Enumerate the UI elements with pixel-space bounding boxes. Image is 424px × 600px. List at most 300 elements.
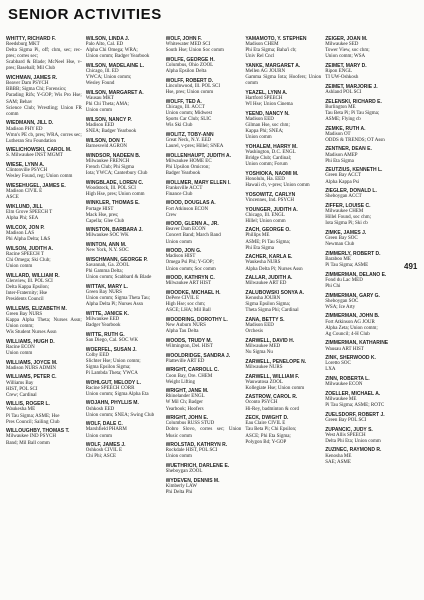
student-entry xyxy=(86,90,162,114)
student-detail-line: Pi Tau Sigma; ASME; Hse xyxy=(6,413,60,419)
student-detail-line: Union comm xyxy=(6,350,33,356)
student-entry xyxy=(86,200,162,224)
student-entry xyxy=(6,225,82,243)
column-2 xyxy=(86,36,162,596)
student-entry xyxy=(325,126,401,144)
student-entry xyxy=(86,421,162,439)
student-detail-line: Sports Car Club; SLIC xyxy=(165,116,212,122)
student-name: ZUELSDORF, ROBERT J. xyxy=(325,411,385,418)
student-name: WOOD, DOUGLAS A. xyxy=(165,200,216,207)
student-detail-line: Milwaukee IND PSYCH xyxy=(6,434,56,440)
student-entry xyxy=(245,394,321,412)
student-detail-line: Union comm xyxy=(85,108,113,114)
student-detail-line: Wesley Found, reg; Union comm xyxy=(6,174,73,180)
student-detail-line: Marshfield PHARM xyxy=(85,427,127,433)
student-entry xyxy=(86,63,162,87)
student-detail-line: Green Bay NURS xyxy=(6,311,43,317)
student-detail-line: Platteville ART ED xyxy=(165,358,205,364)
student-detail-line: Kappa Alpha Theta; Nurses Assn; Union comm; xyxy=(6,317,82,329)
student-detail-line: Barnesveld AGRON xyxy=(85,143,128,149)
student-detail-line: WI Hse; Union Cinema xyxy=(245,102,293,108)
student-detail-line: Wauwatosa ZOOL xyxy=(245,379,283,385)
student-detail-line: Polygon Bd; Y-GOP xyxy=(245,439,287,445)
student-detail-line: Milwaukee ECON xyxy=(325,382,363,388)
student-entry xyxy=(86,400,162,418)
student-detail-line: Madison AMEP xyxy=(325,152,358,158)
student-detail-line: Union comm; Sigma Theta Tau; xyxy=(85,296,150,302)
student-name: WISCHMANN, GEORGE P. xyxy=(85,256,148,263)
student-detail-line: Tower View, soc chm; xyxy=(325,48,370,54)
student-entry xyxy=(245,290,321,314)
student-detail-line: Univ Rel Cncl xyxy=(245,54,275,60)
student-name: WHITTY, RICHARD F. xyxy=(6,36,56,42)
student-name: YEAZEL, LYNN A. xyxy=(245,89,288,96)
student-entry xyxy=(325,272,401,290)
student-name: YOUNGER, JUDITH A. xyxy=(245,206,298,213)
page-title: SENIOR ACTIVITIES xyxy=(8,6,162,23)
student-detail-line: Phi Chi xyxy=(325,283,341,289)
student-name: WOLLMER, MARY ELLEN I. xyxy=(165,179,231,186)
student-detail-line: Alpha Delta Pi; Nurses Assn xyxy=(245,266,303,272)
student-name: ZACHER, KARLA E. xyxy=(245,254,293,261)
student-detail-line: Wis Ski Club xyxy=(165,123,193,128)
student-detail-line: ASME; Pi Tau Sigma; xyxy=(245,239,291,245)
student-name: ZEIMET, MARJORIE J. xyxy=(325,83,378,90)
student-entry xyxy=(86,227,162,239)
student-entry xyxy=(245,227,321,251)
student-detail-line: Newman Club xyxy=(325,242,355,248)
student-name: ZALLAR, JUDITH A. xyxy=(245,275,293,282)
student-name: YAMAMOTO, Y. STEPHEN xyxy=(245,36,307,42)
student-detail-line: Chicago, Ill. ACCT xyxy=(165,104,205,110)
column-4 xyxy=(245,36,321,596)
student-entry xyxy=(166,36,242,54)
student-detail-line: Madison CHEM xyxy=(245,42,279,48)
student-detail-line: DePere CIVIL E xyxy=(165,296,200,302)
student-detail-line: Mellen AG JOURN xyxy=(245,69,286,75)
student-detail-line: Milwaukee ART ED xyxy=(245,281,287,287)
student-entry xyxy=(325,99,401,123)
student-name: ZUPANCIC, JUDY S. xyxy=(325,426,373,433)
student-entry xyxy=(86,257,162,281)
student-name: ZEMKE, RUTH A. xyxy=(325,125,366,132)
student-entry xyxy=(325,36,401,60)
student-name: YANKE, MARGARET A. xyxy=(245,62,301,69)
student-name: ZECK, DWIGHT D. xyxy=(245,415,289,422)
student-entry xyxy=(325,391,401,409)
student-name: ZACH, GEORGE O. xyxy=(245,227,291,234)
student-name: ZELENSKI, RICHARD E. xyxy=(325,98,382,105)
student-detail-line: Williams Bay xyxy=(6,380,34,386)
student-name: WOLITZ, TOBY-ANN xyxy=(165,131,214,138)
student-detail-line: Washington, D.C. ENGL xyxy=(245,149,296,155)
student-entry xyxy=(86,242,162,254)
student-name: ZIMMERMAN, GARY G. xyxy=(325,292,380,299)
student-entry xyxy=(245,275,321,287)
student-detail-line: Oshkosh CIVIL E xyxy=(85,448,122,454)
student-detail-line: Tau Beta Pi; Chi Epsilon; xyxy=(245,427,297,433)
student-entry xyxy=(245,415,321,445)
student-detail-line: Yearbook; Hoofers xyxy=(165,406,204,412)
student-name: ZANA, BETTY S. xyxy=(245,316,285,323)
student-entry xyxy=(6,360,82,372)
student-detail-line: Alpha Chi Omega; WRA; xyxy=(85,48,138,54)
student-name: ZIMMERMAN, KATHARINE xyxy=(325,340,389,347)
student-entry xyxy=(325,427,401,445)
student-detail-line: Finance Club xyxy=(165,191,193,197)
student-detail-line: Fort Atkinson AG JOUR xyxy=(325,319,375,325)
student-name: WOLLENHAUPT, JUDITH A. xyxy=(165,152,231,159)
student-name: ZALUBOWSKI SONYA A. xyxy=(245,290,305,296)
student-name: ZEIGER, JOAN M. xyxy=(325,36,368,42)
student-detail-line: Columbus, Ohio ZOOL xyxy=(165,62,214,68)
student-name: WOOD, KATHRYN C. xyxy=(165,275,215,282)
student-entry xyxy=(86,311,162,329)
student-detail-line: Palo Alto, Cal. ED xyxy=(85,42,124,48)
student-name: WILSON, MADELAINE L. xyxy=(85,62,145,69)
student-detail-line: Kimberly LAW xyxy=(165,483,197,489)
student-name: ZEIMET, MARY D. xyxy=(325,62,367,69)
student-entry xyxy=(6,246,82,270)
student-detail-line: Fond du Lac MED xyxy=(325,277,363,283)
student-entry xyxy=(86,332,162,344)
student-detail-line: Union comm xyxy=(6,263,33,269)
student-entry xyxy=(6,120,82,144)
student-name: WILSON, NANCY P. xyxy=(85,116,132,123)
student-entry xyxy=(245,374,321,392)
student-name: WINDSOR, NADEEN B. xyxy=(85,152,141,159)
student-detail-line: Chicago, Ill. ED xyxy=(85,69,119,75)
student-detail-line: French Club; Phi Sigma xyxy=(85,164,134,170)
student-entry xyxy=(325,251,401,269)
student-detail-line: Sheboygan SOC xyxy=(325,298,359,304)
student-detail-line: Dobro Slovo, corres sec; Union Music comm xyxy=(165,427,242,439)
student-name: WILSON, MARGARET A. xyxy=(85,89,144,96)
student-name: WYDEVEN, DENNIS M. xyxy=(165,477,220,484)
student-name: WINSTON, BARBARA J. xyxy=(85,227,143,234)
student-name: WOLF, JAMES J. xyxy=(85,442,126,449)
student-detail-line: Whitewater MED SCI xyxy=(165,42,211,48)
student-detail-line: Phi Upsilon Omicron; xyxy=(165,164,210,170)
student-detail-line: Great Neck, N.Y. EED xyxy=(165,137,212,143)
student-entry xyxy=(325,230,401,248)
student-name: ZINK, SHERWOOD K. xyxy=(325,355,376,362)
student-detail-line: Woodstock, Ill. POL SCI xyxy=(85,185,136,191)
student-detail-line: West Allis SPEECH xyxy=(325,432,366,438)
column-3 xyxy=(166,36,242,596)
student-entry xyxy=(166,463,242,475)
student-detail-line: HIST, POL SCI xyxy=(6,386,38,392)
student-detail-line: Wis Student Nurses Assn xyxy=(6,330,57,336)
student-detail-line: Alpha Delta Pi; Nurses Assn xyxy=(85,302,144,308)
student-entry xyxy=(166,353,242,365)
student-detail-line: Union comm; Soc comm xyxy=(165,266,216,272)
student-name: WILLIAMS, JOYCE M. xyxy=(6,359,58,366)
student-entry xyxy=(6,306,82,336)
student-detail-line: W Mil Ch; Badger xyxy=(165,400,203,406)
student-name: WOLFF, ROBERT D. xyxy=(165,77,214,84)
student-detail-line: Sheboygan ACCT xyxy=(325,194,362,200)
student-detail-line: Oshkosh EED xyxy=(85,406,115,412)
student-detail-line: Savannah, Ga. ZOOL xyxy=(85,263,130,269)
student-name: WILCOX, JON P. xyxy=(6,224,45,231)
student-detail-line: Wilmington, Del. HIST xyxy=(165,343,213,349)
student-entry xyxy=(166,78,242,96)
student-detail-line: Madison EED xyxy=(85,123,115,128)
student-detail-line: Phi Eta Sigma; Baha'i cb; xyxy=(245,48,297,54)
student-name: WOJAHN, PHYLLIS M. xyxy=(85,400,139,407)
student-detail-line: Madison HIST xyxy=(165,254,196,260)
student-name: ZARWELL, WILLIAM F. xyxy=(245,373,300,380)
student-detail-line: Madison PHY ED xyxy=(6,126,43,132)
student-name: WILSON, LINDA J. xyxy=(85,36,130,42)
student-detail-line: Green Bay SOC xyxy=(325,236,358,242)
student-name: WIELICHOWSKI, CAROL M. xyxy=(6,147,72,154)
student-entry xyxy=(166,248,242,272)
student-detail-line: Lincolnwood, Ill. POL SCI xyxy=(165,83,220,89)
student-entry xyxy=(245,111,321,141)
student-name: ZIMMERLY, ROBERT D. xyxy=(325,250,381,257)
student-name: WOOLDRIDGE, SANDRA J. xyxy=(165,352,231,359)
student-detail-line: Franksville ACCT xyxy=(165,185,203,191)
student-detail-line: SAE; ASME xyxy=(325,459,351,465)
student-detail-line: Union comm; SNEA; Swing Club xyxy=(85,412,155,418)
student-detail-line: Baraboo ME xyxy=(325,256,351,262)
student-entry xyxy=(166,132,242,150)
student-entry xyxy=(6,204,82,222)
student-name: YOHALEM, HARRY M. xyxy=(245,143,298,150)
student-detail-line: Alpha Phi; SEA xyxy=(6,216,39,222)
student-entry xyxy=(86,380,162,398)
student-detail-line: Phi Eta Sigma xyxy=(325,158,354,164)
student-entry xyxy=(86,347,162,377)
student-detail-line: Rhinelander ENGL xyxy=(165,394,205,400)
student-detail-line: Crew xyxy=(165,212,177,218)
student-entry xyxy=(325,340,401,352)
student-detail-line: Reedsburg MKT xyxy=(6,42,40,48)
student-detail-line: New Auburn NURS xyxy=(165,323,206,329)
student-detail-line: Madison LAS xyxy=(6,230,35,236)
student-detail-line: Union comm xyxy=(245,135,272,141)
student-detail-line: Green Bay ACCT xyxy=(325,173,362,179)
student-name: WIEDMANN, JILL D. xyxy=(6,120,54,127)
student-name: WINKLER, THOMAS E. xyxy=(85,200,140,207)
student-detail-line: Ag Council; 4-H Club xyxy=(325,331,370,337)
student-entry xyxy=(166,200,242,218)
student-detail-line: Band; Mil Ball comm xyxy=(6,440,50,446)
student-detail-line: Ashland POL SCI xyxy=(325,89,362,95)
student-name: YEEND, NANCY N. xyxy=(245,110,290,117)
student-entry xyxy=(245,254,321,272)
student-name: ZARWELL, PENELOPE N. xyxy=(245,358,307,365)
student-detail-line: ASCE xyxy=(6,195,19,201)
student-name: ZIEGLER, DONALD L. xyxy=(325,188,377,195)
student-detail-line: ASCE; LHA; Mil Ball xyxy=(165,308,211,314)
student-entry xyxy=(166,221,242,245)
student-entry xyxy=(166,290,242,314)
student-detail-line: Milwaukee NURS xyxy=(245,364,283,370)
student-entry xyxy=(6,374,82,398)
student-entry xyxy=(325,376,401,388)
student-detail-line: TI UW-Oshkosh xyxy=(325,75,359,81)
student-detail-line: Madison EED xyxy=(245,116,274,122)
student-detail-line: San Diego, Cal. SOC WK xyxy=(85,337,138,343)
student-name: WITTAK, MARY L. xyxy=(85,283,128,290)
student-detail-line: Union comm xyxy=(165,454,192,460)
student-name: WOLF, DALE C. xyxy=(85,421,123,428)
student-name: ZEUTZIUS, KENNETH L. xyxy=(325,167,383,174)
student-entry xyxy=(166,338,242,350)
student-entry xyxy=(6,162,82,180)
student-detail-line: Iota Sigma Pi; Ski cb xyxy=(325,221,368,227)
student-detail-line: Hillel Found, soc chm; xyxy=(325,215,372,221)
student-detail-line: Phi Delta Phi xyxy=(165,490,193,496)
student-detail-line: Green Bay POL SCI xyxy=(325,417,367,423)
student-name: WOHLGUT, MELODY L. xyxy=(85,379,141,386)
student-detail-line: Union comm; Forum xyxy=(245,162,288,168)
student-detail-line: Parading Rifs; Y-GOP; Wis Pro Hse; SAM; Behav xyxy=(6,93,82,105)
student-name: ZIMKE, JAMES J. xyxy=(325,229,367,236)
student-entry xyxy=(166,99,242,129)
student-entry xyxy=(245,338,321,356)
student-entry xyxy=(166,388,242,412)
student-detail-line: Alpha Kappa Psi xyxy=(325,179,360,185)
student-entry xyxy=(86,284,162,308)
student-entry xyxy=(166,478,242,496)
student-name: ZUZINEC, RAYMOND R. xyxy=(325,447,382,454)
student-detail-line: Scabbard & Blade; McNeel Hse, v-pres; Baseball; Mil Club xyxy=(6,60,82,72)
student-detail-line: Hawaii cb, v-pres; Union comm xyxy=(245,183,310,189)
student-detail-line: Tau Beta Pi; Pi Tau Sigma; xyxy=(325,110,380,116)
student-name: ZIMMERMAN, DELANO E. xyxy=(325,271,387,278)
student-detail-line: Wausau MKT xyxy=(85,96,114,102)
student-name: WIESE, LYNN A. xyxy=(6,162,45,169)
student-name: WITTE, JANICE K. xyxy=(85,310,129,317)
student-entry xyxy=(86,138,162,150)
student-entry xyxy=(245,207,321,225)
student-detail-line: Kenosha JOURN xyxy=(245,296,281,302)
student-detail-line: Union comm; Midwest xyxy=(165,110,212,116)
student-entry xyxy=(325,355,401,373)
student-entry xyxy=(6,36,82,73)
student-detail-line: Gamma Sigma Iota; Hoofers; Union comm xyxy=(245,75,322,87)
student-detail-line: Oconto PSYCH xyxy=(245,400,278,406)
student-entry xyxy=(166,275,242,287)
student-detail-line: Sigma Epsilon Sigma; xyxy=(245,302,291,308)
student-detail-line: Madison OT xyxy=(325,131,351,137)
student-name: WIKLUND, JILL xyxy=(6,203,43,210)
student-detail-line: Mack Hse, pres; xyxy=(85,212,119,218)
student-detail-line: SNEA; Badger Yearbook xyxy=(85,129,137,135)
student-detail-line: High Hse; soc chm; xyxy=(165,302,206,308)
student-detail-line: Orchesis xyxy=(245,329,263,335)
student-detail-line: Milwaukee ART HIST xyxy=(165,281,212,287)
student-entry xyxy=(245,90,321,108)
student-detail-line: Burlington ME xyxy=(325,104,356,110)
student-entry xyxy=(6,339,82,357)
student-entry xyxy=(245,171,321,189)
student-detail-line: Milwaukee HOME EC xyxy=(165,158,212,164)
student-detail-line: Inter-Fraternity; Hse xyxy=(6,290,48,296)
student-detail-line: High Hse, pres; Union comm xyxy=(85,191,145,197)
student-detail-line: S. Milwaukee INST MGMT xyxy=(6,153,63,159)
student-name: YOSOWITZ, CARLYN xyxy=(245,191,296,198)
student-detail-line: Chi Omega; Ski Club; xyxy=(6,257,51,263)
student-detail-line: Kenosha ME xyxy=(325,453,352,459)
student-entry xyxy=(325,188,401,200)
student-detail-line: Concert Band; March Band xyxy=(165,233,221,239)
student-detail-line: Pi Tau Sigma; ASME xyxy=(325,263,369,269)
student-detail-line: Capella; Glee Club xyxy=(85,218,125,224)
student-detail-line: Rockdale HIST, POL SCI xyxy=(165,448,218,454)
student-detail-line: Phi Eta Sigma xyxy=(245,245,275,251)
student-detail-line: Hartford SPEECH xyxy=(245,96,283,102)
student-detail-line: Laurel, v-pres; Hillel; SNEA xyxy=(165,143,224,149)
student-entry xyxy=(86,36,162,60)
student-entry xyxy=(86,180,162,198)
student-entry xyxy=(86,117,162,135)
student-detail-line: Union comm; Badger Yearbook xyxy=(85,54,150,60)
student-detail-line: Phillips ME xyxy=(245,233,270,239)
student-entry xyxy=(325,167,401,185)
student-detail-line: Beaver Dam PSYCH xyxy=(6,81,49,87)
student-detail-line: ODDS & TRENDS; OT Assn xyxy=(325,137,385,143)
student-detail-line: Union comm xyxy=(165,239,192,245)
student-name: WILLOUGHBY, THOMAS T. xyxy=(6,428,70,435)
student-name: WINGBLADE, LOREN C. xyxy=(85,179,144,186)
student-detail-line: Honolulu, Ha. EED xyxy=(245,176,285,182)
student-detail-line: Omega Psi Phi; Y-GOP; xyxy=(165,260,214,266)
student-detail-line: Union comm; Scabbard & Blade xyxy=(85,275,152,281)
student-detail-line: New York, N.Y. SOC xyxy=(85,248,129,254)
student-detail-line: Pi Tau Sigma; ASME; ROTC xyxy=(325,403,385,409)
student-detail-line: Eau Claire CIVIL E xyxy=(245,421,286,427)
student-detail-line: Union comm xyxy=(85,433,113,439)
student-detail-line: Hse, pres; Union comm xyxy=(165,89,214,95)
student-name: WINTON, ANN M. xyxy=(85,242,127,249)
student-detail-line: LXA xyxy=(325,367,336,373)
student-detail-line: Glenview, Ill. POL SCI xyxy=(6,278,53,284)
student-detail-line: Green Bay NURS xyxy=(85,290,122,295)
student-detail-line: Gilman Hse, soc chm; xyxy=(245,123,290,128)
student-name: YOSHIOKA, NAOMI M. xyxy=(245,170,299,177)
student-detail-line: Milwaukee SOC WK xyxy=(85,233,129,239)
student-name: WOODS, TRUDY M. xyxy=(165,337,212,344)
student-entry xyxy=(245,36,321,60)
student-detail-line: Delta Kappa Epsilon; xyxy=(6,284,50,290)
student-entry xyxy=(245,63,321,87)
student-detail-line: Madison EED xyxy=(245,323,274,329)
student-detail-line: Columbus RUSS STUD xyxy=(165,421,215,427)
student-detail-line: Waukesha NURS xyxy=(245,260,281,266)
student-detail-line: Pi Lambda Theta; YWCA xyxy=(85,370,138,376)
student-detail-line: Racine SPEECH T xyxy=(6,251,44,257)
student-entry xyxy=(325,203,401,227)
student-entry xyxy=(166,57,242,75)
student-detail-line: Loretto SOC xyxy=(325,361,351,367)
student-entry xyxy=(166,415,242,439)
student-detail-line: Milwaukee EED xyxy=(85,316,120,322)
student-entry xyxy=(6,273,82,303)
student-entry xyxy=(6,401,82,425)
student-detail-line: Phi Gamma Delta; xyxy=(85,269,124,275)
student-name: WROLSTAD, KATHRYN R. xyxy=(165,442,228,449)
student-name: ZIFFER, LOUISE C. xyxy=(325,203,371,209)
student-entry xyxy=(325,447,401,465)
student-name: WICHMAN, JAMES R. xyxy=(6,75,58,82)
student-detail-line: Kappa Phi; SNEA; xyxy=(245,129,284,135)
student-detail-line: Sheboygan ZOOL xyxy=(165,469,203,475)
